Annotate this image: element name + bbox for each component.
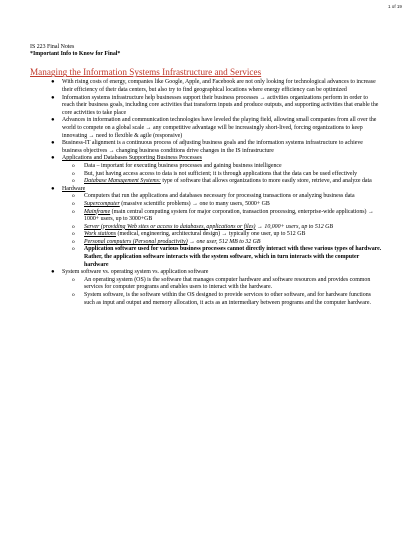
circle-bullet-icon: o [72, 162, 75, 169]
bullet-text: Computers that run the applications and databases necessary for processing transactions or analyzing business data [84, 193, 355, 200]
course-title: IS 223 Final Notes [30, 44, 75, 50]
bullet-text: With rising costs of energy, companies like Google, Apple, and Facebook are not only looking for technological advances to increase their efficiency of their data centers, but also try to find geographical locations where energy efficiency can be optimized [62, 79, 376, 93]
circle-bullet-icon: o [72, 208, 75, 215]
sub-list-item [62, 193, 382, 201]
bullet-text: (medical, engineering, architectural design) → typically one user, up to 512 GB [116, 231, 306, 238]
bullet-icon: ● [51, 185, 55, 192]
list-item [30, 269, 382, 307]
important-note: *Important Info to Know for Final* [30, 51, 121, 58]
sub-list-item [62, 171, 382, 179]
list-item [30, 95, 382, 118]
sub-list-item [62, 201, 382, 209]
circle-bullet-icon: o [72, 178, 75, 185]
bullet-text: Business-IT alignment is a continuous process of adjusting business goals and the information systems infrastructure to achieve business objectives → changing business conditions drive changes in the IS infrastructure [62, 140, 363, 154]
list-item [30, 117, 382, 140]
section-title: Managing the Information Systems Infrastructure and Services [30, 67, 262, 78]
main-bullet-list [30, 79, 382, 307]
circle-bullet-icon: o [72, 193, 75, 200]
bullet-icon: ● [51, 140, 55, 147]
list-item [30, 186, 382, 270]
sub-list-item [62, 178, 382, 186]
bullet-text: type of software that allows organizations to more easily store, retrieve, and analyze data [160, 178, 372, 185]
bullet-text: Data – important for executing business processes and gaining business intelligence [84, 162, 282, 169]
circle-bullet-icon: o [72, 223, 75, 230]
subsection-title: Hardware [62, 185, 86, 192]
term: Supercomputer [84, 200, 120, 207]
bullet-text: But, just having access access to data is not sufficient; it is through applications that the data can be used effectively [84, 170, 358, 177]
circle-bullet-icon: o [72, 246, 75, 253]
circle-bullet-icon: o [72, 276, 75, 283]
sub-list-item [62, 277, 382, 292]
list-item [30, 155, 382, 185]
bullet-text: Advances in information and communication technologies have leveled the playing field, allowing small companies from all over the world to compete on a global scale → any competitive advantage will be increasingly short-lived, forcing organizations to keep innovating → need to flexible & agile (responsive) [62, 117, 377, 139]
bullet-icon: ● [51, 269, 55, 276]
bullet-text: (main central computing system for major corporation, transaction processing, enterprise-wide applications) → 1000+ users, up to 3000+GB [84, 208, 374, 223]
bullet-icon: ● [51, 79, 55, 86]
circle-bullet-icon: o [72, 170, 75, 177]
bullet-text: An operating system (OS) is the software that manages computer hardware and software resources and provides common services for computer programs and enables users to interact with the hardware. [84, 276, 371, 291]
sub-bullet-list [62, 163, 382, 186]
sub-list-item [62, 163, 382, 171]
term: Work stations [84, 231, 117, 238]
sub-bullet-list [62, 193, 382, 269]
document-header [30, 44, 382, 58]
document-body [30, 44, 382, 307]
term: Database Management Systems: [84, 178, 161, 185]
bullet-text: → one user, 512 MB to 32 GB [187, 238, 261, 245]
bullet-text: → 10,000+ users, up to 512 GB [255, 223, 333, 230]
list-item [30, 140, 382, 155]
sub-bullet-list [62, 277, 382, 307]
subsection-title: Applications and Databases Supporting Business Processes [62, 155, 202, 162]
bullet-icon: ● [51, 155, 55, 162]
circle-bullet-icon: o [72, 238, 75, 245]
circle-bullet-icon: o [72, 200, 75, 207]
bullet-icon: ● [51, 94, 55, 101]
bullet-text: Application software used for various business processes cannot directly interact with these various types of hardware. Rather, the application software interacts with the system software, which in turn interacts with the computer hardware [84, 246, 382, 268]
term: Server (providing Web sites or access to databases, applications or files) [84, 223, 256, 230]
bullet-text: (massive scientific problems) → one to many users, 5000+ GB [119, 200, 270, 207]
bullet-text: Information systems infrastructure help businesses support their business processes → activities organizations perform in order to reach their business goals, including core activities that transform inputs and produce outputs, and supporting activities that enable the core activities to take place [62, 94, 379, 116]
list-item [30, 79, 382, 94]
subsection-title: System software vs. operating system vs. application software [62, 269, 209, 276]
bullet-text: System software, is the software within the OS designed to provide services to other software, and for hardware functions such as input and output and memory allocation, it acts as an intermediary between programs and the computer hardware. [84, 292, 371, 306]
circle-bullet-icon: o [72, 231, 75, 238]
sub-list-item [62, 239, 382, 247]
term: Personal computers (Personal productivity) [84, 238, 188, 245]
page-number: 1 of 19 [387, 4, 402, 9]
circle-bullet-icon: o [72, 292, 75, 299]
sub-list-item [62, 231, 382, 239]
bullet-icon: ● [51, 117, 55, 124]
term: Mainframe [84, 208, 111, 215]
sub-list-item [62, 292, 382, 307]
sub-list-item [62, 246, 382, 269]
sub-list-item [62, 209, 382, 224]
